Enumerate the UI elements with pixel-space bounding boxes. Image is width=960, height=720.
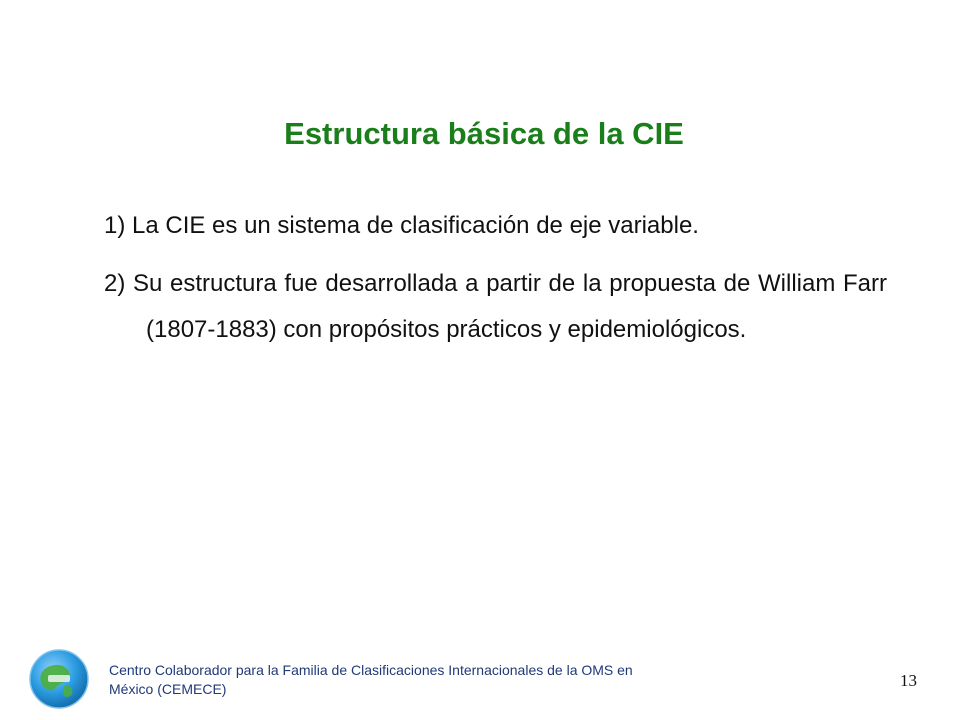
globe-icon [28,648,90,710]
slide-body-list [104,203,887,353]
list-item: 1) La CIE es un sistema de clasificación de eje variable. [104,212,699,239]
list-item: 2) Su estructura fue desarrollada a partir de la propuesta de William Farr (1807-1883) con propósitos prácticos y epidemiológicos. [104,270,887,343]
slide-title: Estructura básica de la CIE [284,116,684,151]
page-number: 13 [900,671,917,690]
footer-organization: Centro Colaborador para la Familia de Clasificaciones Internacionales de la OMS en México (CEMECE) [109,662,633,697]
cemece-logo-icon [28,648,90,710]
